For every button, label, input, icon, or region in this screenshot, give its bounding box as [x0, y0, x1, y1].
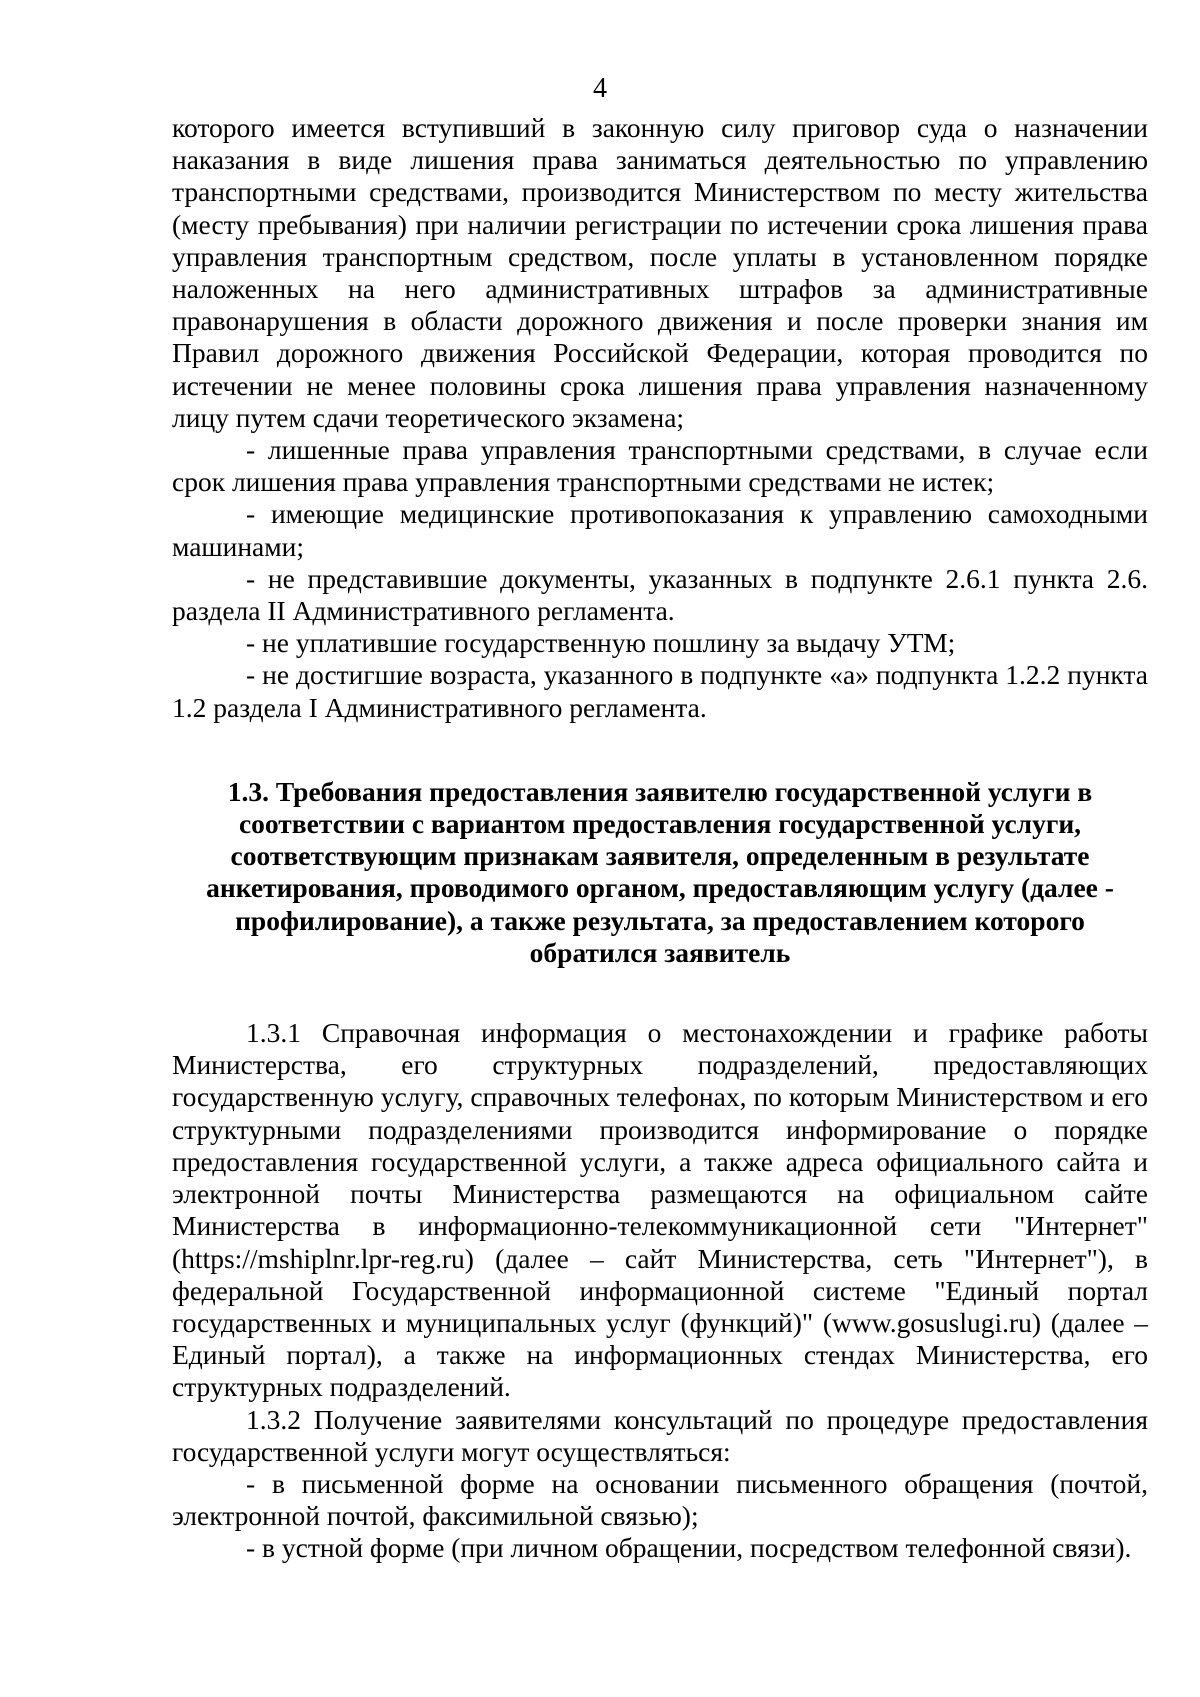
heading-line: анкетирования, проводимого органом, предоставляющим услугу (далее - — [206, 872, 1114, 904]
paragraph-continuation: которого имеется вступивший в законную силу приговор суда о назначении наказания в виде лишения права заниматься деятельностью по управлению транспортными средствами, производится Министерством по месту жительства (месту пребывания) при наличии регистрации по истечении срока лишения права управления транспортным средством, после уплаты в установленном порядке наложенных на него административных штрафов за административные правонарушения в области дорожного движения и после проверки знания им Правил дорожного движения Российской Федерации, которая проводится по истечении не менее половины срока лишения права управления назначенному лицу путем сдачи теоретического экзамена; — [172, 112, 1148, 433]
list-item-medical-contraindications: - имеющие медицинские противопоказания к управлению самоходными машинами; — [172, 498, 1148, 562]
page-number: 4 — [593, 73, 607, 104]
document-body — [172, 112, 1148, 1565]
heading-line: соответствующим признакам заявителя, определенным в результате — [230, 840, 1090, 872]
list-item-no-documents: - не представившие документы, указанных в подпункте 2.6.1 пункта 2.6. раздела II Административного регламента. — [172, 562, 1148, 627]
heading-line: соответствии с вариантом предоставления государственной услуги, — [238, 808, 1082, 840]
list-item-written-form: - в письменной форме на основании письменного обращения (почтой, электронной почтой, факсимильной связью); — [172, 1467, 1148, 1532]
list-item-age: - не достигшие возраста, указанного в подпункте «а» подпункта 1.2.2 пункта 1.2 раздела I Административного регламента. — [172, 659, 1148, 723]
list-item-oral-form: - в устной форме (при личном обращении, посредством телефонной связи). — [246, 1532, 1132, 1564]
paragraph-1-3-2: 1.3.2 Получение заявителями консультаций по процедуре предоставления государственной услуги могут осуществляться: — [172, 1403, 1148, 1467]
heading-line: профилирование), а также результата, за предоставлением которого — [235, 904, 1085, 936]
heading-line: обратился заявитель — [529, 936, 791, 968]
list-item-deprived-rights: - лишенные права управления транспортными средствами, в случае если срок лишения права управления транспортными средствами не истек; — [172, 434, 1148, 498]
heading-line: 1.3. Требования предоставления заявителю государственной услуги в — [227, 775, 1093, 807]
paragraph-1-3-1: 1.3.1 Справочная информация о местонахождении и графике работы Министерства, его структурных подразделений, предоставляющих государственную услугу, справочных телефонах, по которым Министерством и его структурными подразделениями производится информирование о порядке предоставления государственной услуги, а также адреса официального сайта и электронной почты Министерства размещаются на официальном сайте Министерства в информационно-телекоммуникационной сети "Интернет" (https://mshiplnr.lpr-reg.ru) (далее – сайт Министерства, сеть "Интернет"), в федеральной Государственной информационной системе "Единый портал государственных и муниципальных услуг (функций)" (www.gosuslugi.ru) (далее – Единый портал), а также на информационных стендах Министерства, его структурных подразделений. — [172, 1017, 1148, 1403]
section-heading — [172, 776, 1148, 969]
list-item-no-fee: - не уплатившие государственную пошлину за выдачу УТМ; — [246, 627, 956, 659]
